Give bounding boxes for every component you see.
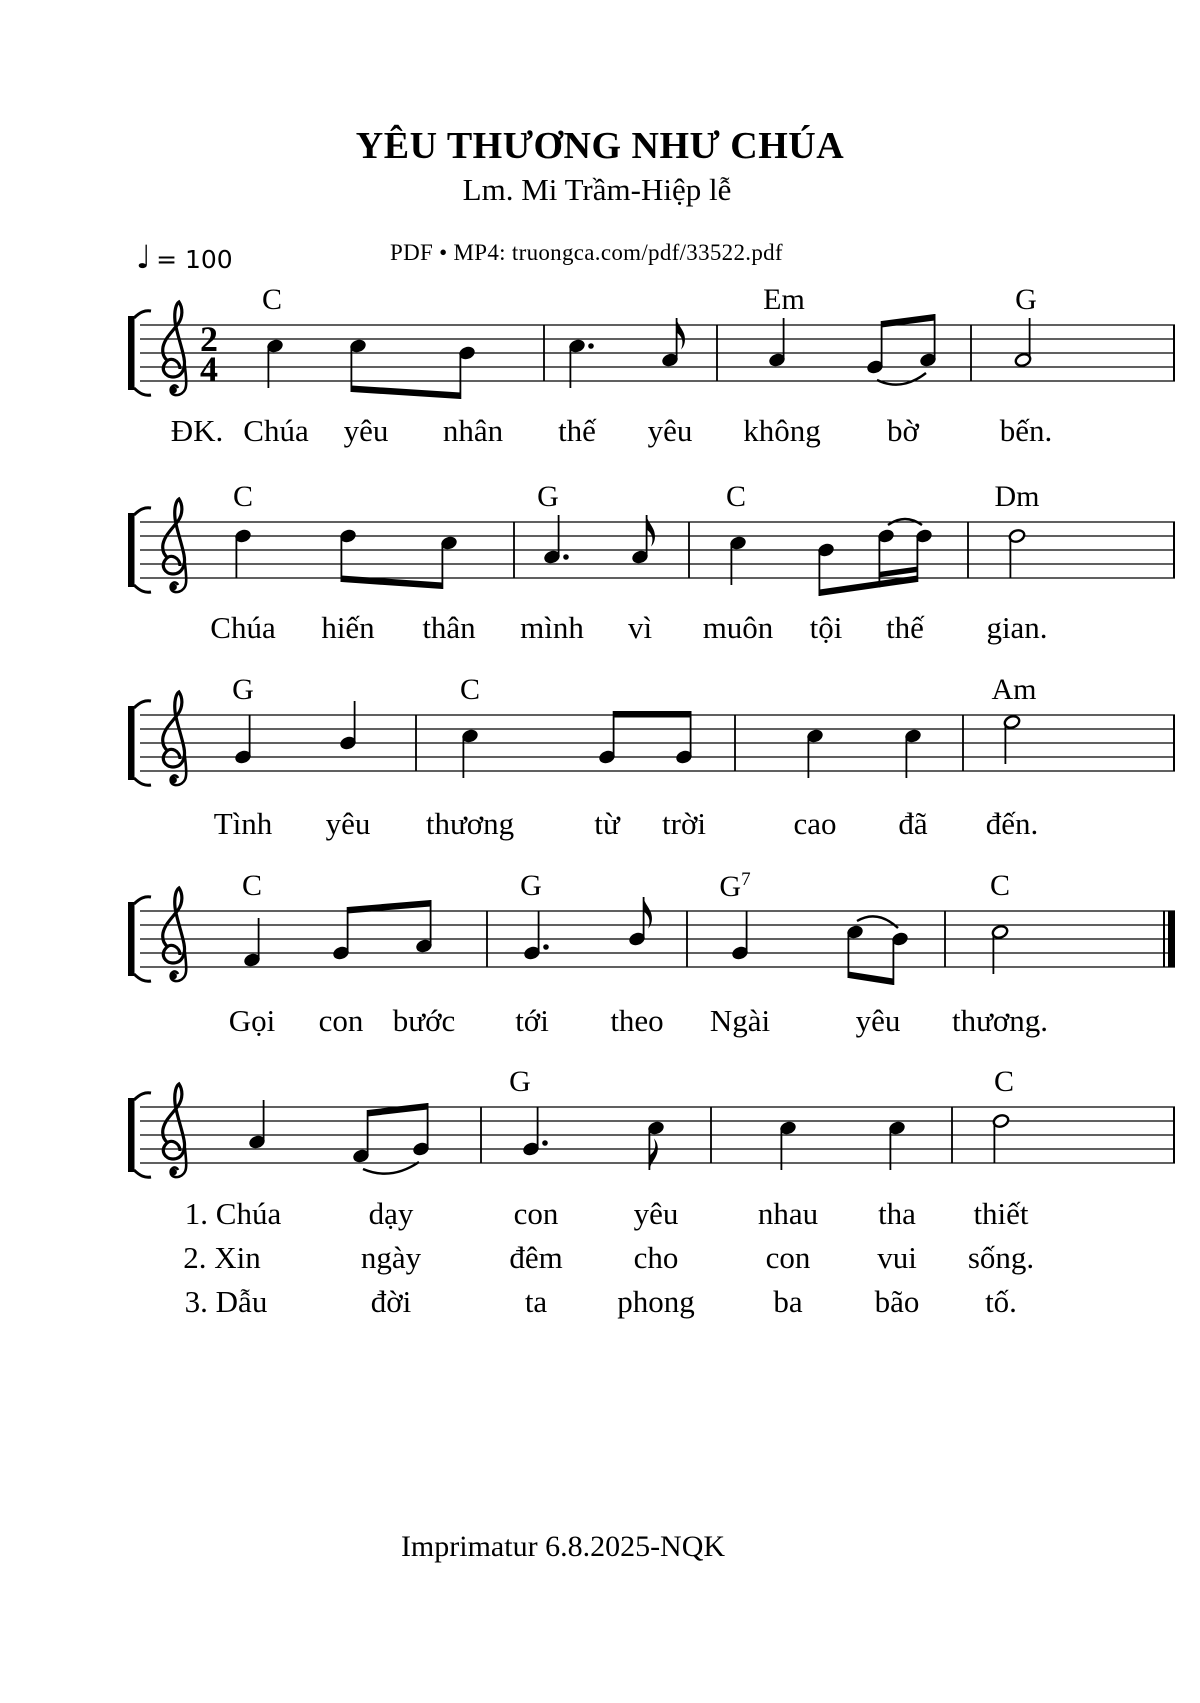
chord-label: Am [991, 673, 1037, 706]
lyric-word: vui [877, 1240, 917, 1275]
lyric-word: dạy [368, 1196, 414, 1231]
lyric-word: thương. [951, 1003, 1049, 1038]
chord-label: G [509, 1065, 531, 1098]
lyric-word: đêm [509, 1240, 563, 1275]
media-source-line: PDF • MP4: truongca.com/pdf/33522.pdf [390, 240, 783, 265]
lyric-word: yêu [647, 413, 693, 448]
tempo-value: = 100 [156, 245, 233, 274]
lyric-word: không [743, 413, 821, 448]
chord-label: Em [763, 283, 805, 316]
chord-label: G [520, 869, 542, 902]
lyric-word: yêu [855, 1003, 901, 1038]
chord-label: Dm [994, 480, 1040, 513]
quarter-note-icon: ♩ [136, 238, 152, 276]
lyric-word: Ngài [709, 1003, 771, 1038]
song-title: YÊU THƯƠNG NHƯ CHÚA [355, 125, 845, 167]
lyric-word: 1. Chúa [184, 1196, 282, 1231]
lyric-word: thế [558, 413, 596, 448]
lyric-word: đã [898, 806, 928, 841]
lyric-word: bước [392, 1003, 456, 1038]
lyric-word: ba [773, 1284, 803, 1319]
lyric-word: Chúa [243, 413, 309, 448]
chord-label: C [993, 1065, 1015, 1098]
lyric-word: trời [662, 806, 706, 841]
lyric-word: ngày [360, 1240, 422, 1275]
lyric-word: 3. Dẫu [184, 1284, 268, 1319]
lyric-word: yêu [343, 413, 389, 448]
chord-label: G [537, 480, 559, 513]
lyric-word: nhân [442, 413, 504, 448]
lyric-word: Gọi [228, 1003, 276, 1038]
chord-label: G [1015, 283, 1037, 316]
lyric-word: con [513, 1196, 559, 1231]
lyric-word: gian. [986, 610, 1048, 645]
chord-label: $G^7$ [719, 869, 751, 903]
lyric-word: hiến [321, 610, 375, 645]
lyric-word: tha [878, 1196, 916, 1231]
lyric-word: yêu [325, 806, 371, 841]
lyric-word: nhau [757, 1196, 819, 1231]
chord-label: C [241, 869, 263, 902]
lyric-word: thiết [973, 1196, 1029, 1231]
lyric-word: đến. [985, 806, 1039, 841]
lyric-word: theo [610, 1003, 664, 1038]
lyric-word: Tình [213, 806, 273, 841]
lyric-word: thân [422, 610, 476, 645]
imprimatur-line: Imprimatur 6.8.2025-NQK [400, 1530, 726, 1563]
lyric-word: cho [633, 1240, 679, 1275]
lyric-word: cao [793, 806, 837, 841]
chord-label: C [989, 869, 1011, 902]
chord-label: G [232, 673, 254, 706]
lyric-word: bến. [999, 413, 1053, 448]
lyric-word: thương [425, 806, 515, 841]
lyric-word: thế [886, 610, 924, 645]
lyric-word: mình [520, 610, 584, 645]
lyric-word: tội [809, 610, 843, 645]
lyric-word: yêu [633, 1196, 679, 1231]
lyric-word: vì [627, 610, 653, 645]
time-signature-numerator: 2 [200, 319, 218, 359]
chord-label: C [232, 480, 254, 513]
lyric-word: bão [874, 1284, 920, 1319]
lyric-word: tới [515, 1003, 549, 1038]
lyric-word: phong [617, 1284, 695, 1319]
chord-label: C [261, 283, 283, 316]
lyric-word: con [765, 1240, 811, 1275]
lyric-word: ta [524, 1284, 548, 1319]
song-author: Lm. Mi Trầm-Hiệp lễ [462, 172, 732, 207]
lyric-word: đời [370, 1284, 412, 1319]
lyric-word: sống. [967, 1240, 1035, 1275]
lyric-word: muôn [702, 610, 774, 645]
lyric-word: tố. [985, 1284, 1017, 1319]
lyric-word: bờ [887, 413, 919, 448]
chord-label: C [725, 480, 747, 513]
lyric-word: 2. Xin [183, 1240, 261, 1275]
chord-label: C [459, 673, 481, 706]
lyric-word: con [318, 1003, 364, 1038]
lyric-word: từ [594, 806, 620, 841]
time-signature-denominator: 4 [200, 349, 218, 389]
lyric-word: ĐK. [170, 413, 224, 448]
lyric-word: Chúa [210, 610, 276, 645]
